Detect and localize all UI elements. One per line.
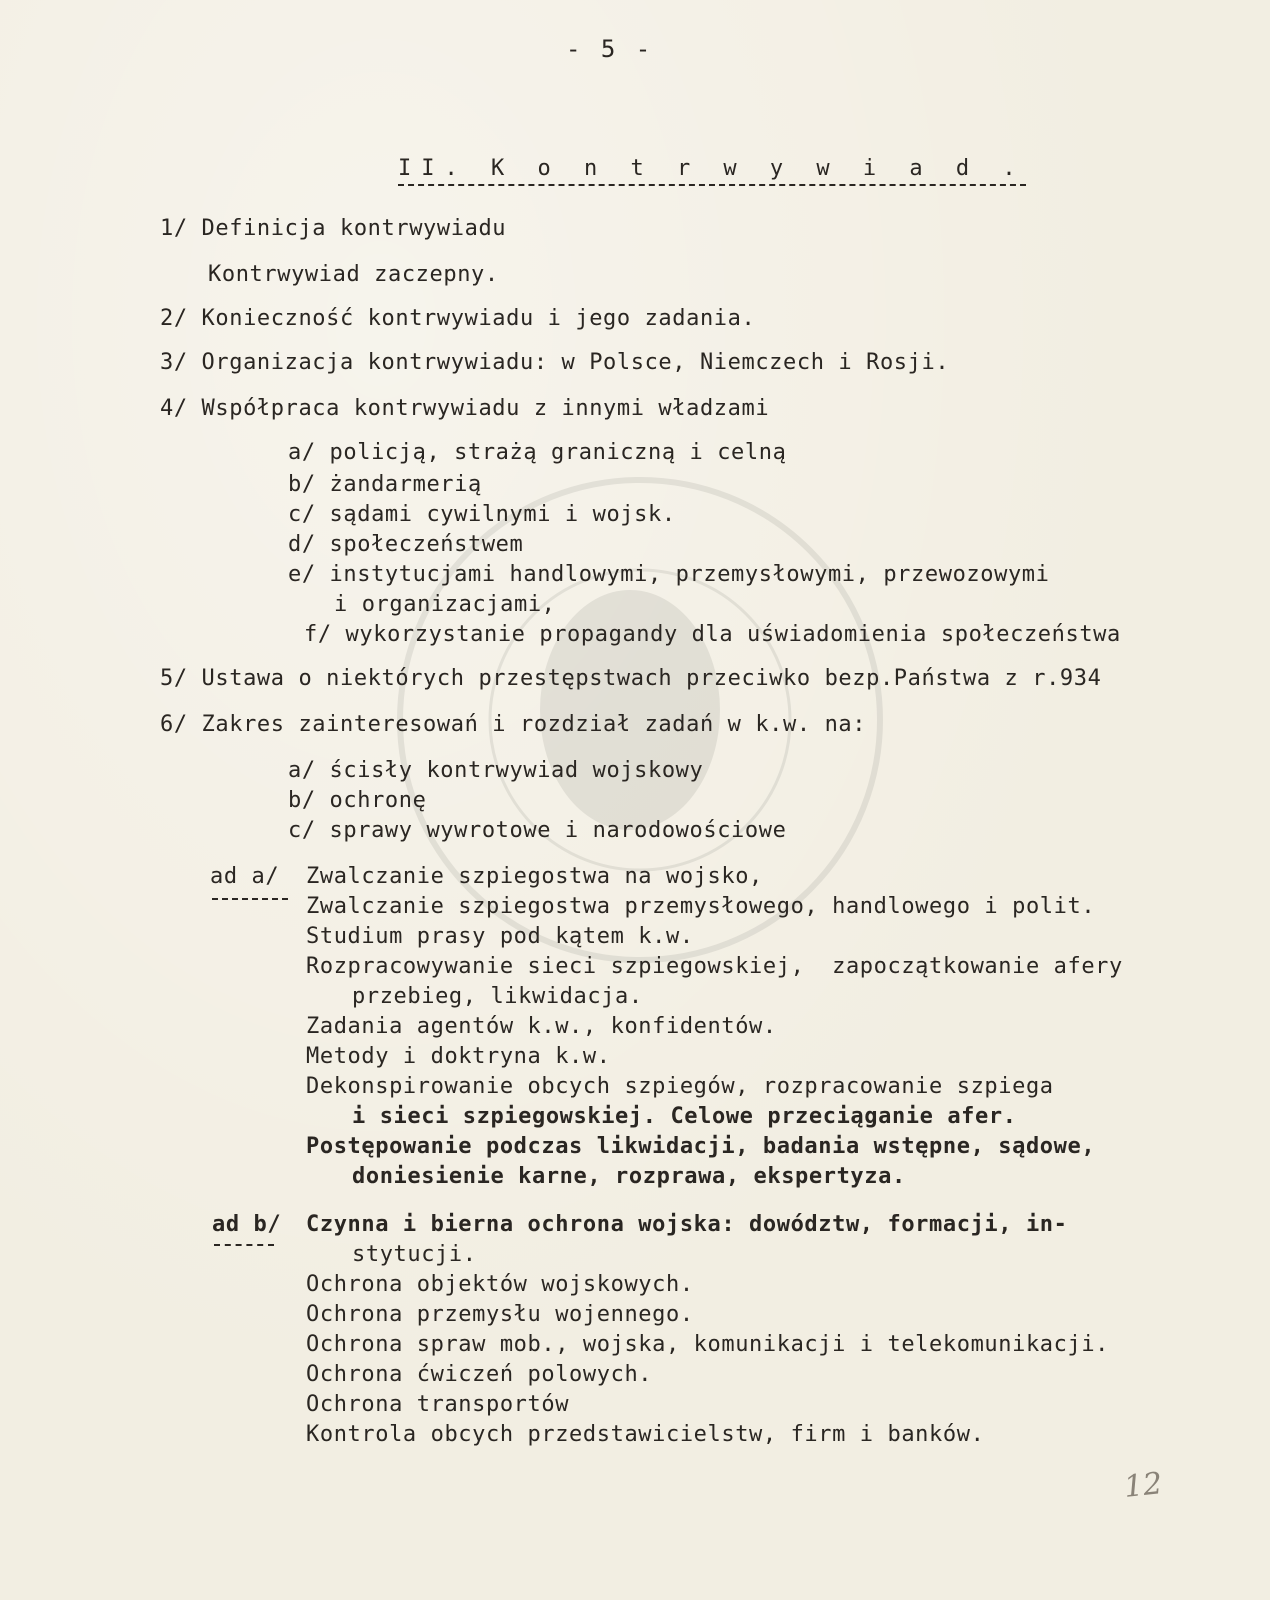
- ad-b-line: Ochrona transportów: [306, 1392, 570, 1417]
- ad-a-line: doniesienie karne, rozprawa, ekspertyza.: [352, 1164, 906, 1189]
- item-4e-cont: i organizacjami,: [334, 592, 556, 617]
- item-2: 2/ Konieczność kontrwywiadu i jego zadania.: [160, 306, 756, 331]
- ad-b-line: stytucji.: [352, 1242, 477, 1267]
- ad-a-label: ad a/: [210, 864, 280, 889]
- ad-b-line: Ochrona spraw mob., wojska, komunikacji i telekomunikacji.: [306, 1332, 1110, 1357]
- ad-a-line: Metody i doktryna k.w.: [306, 1044, 611, 1069]
- item-3: 3/ Organizacja kontrwywiadu: w Polsce, Niemczech i Rosji.: [160, 350, 950, 375]
- ad-b-line: Kontrola obcych przedstawicielstw, firm i banków.: [306, 1422, 985, 1447]
- ad-b-underline: [214, 1244, 274, 1246]
- item-6: 6/ Zakres zainteresowań i rozdział zadań w k.w. na:: [160, 712, 867, 737]
- item-5: 5/ Ustawa o niektórych przestępstwach przeciwko bezp.Państwa z r.934: [160, 666, 1102, 691]
- ad-a-line: Dekonspirowanie obcych szpiegów, rozpracowanie szpiega: [306, 1074, 1054, 1099]
- item-6b: b/ ochronę: [288, 788, 427, 813]
- item-6a: a/ ścisły kontrwywiad wojskowy: [288, 758, 704, 783]
- ad-a-line: i sieci szpiegowskiej. Celowe przeciąganie afer.: [352, 1104, 1017, 1129]
- item-4f: f/ wykorzystanie propagandy dla uświadomienia społeczeństwa: [304, 622, 1121, 647]
- ad-a-line: Zadania agentów k.w., konfidentów.: [306, 1014, 777, 1039]
- ad-a-line: przebieg, likwidacja.: [352, 984, 643, 1009]
- ad-b-line: Ochrona przemysłu wojennego.: [306, 1302, 694, 1327]
- ad-a-underline: [212, 898, 288, 900]
- item-6c: c/ sprawy wywrotowe i narodowościowe: [288, 818, 787, 843]
- section-heading: II. K o n t r w y w i a d .: [398, 156, 1026, 186]
- ad-a-line: Zwalczanie szpiegostwa przemysłowego, handlowego i polit.: [306, 894, 1096, 919]
- ad-a-line: Postępowanie podczas likwidacji, badania wstępne, sądowe,: [306, 1134, 1096, 1159]
- page-number: - 5 -: [566, 35, 654, 63]
- item-4e: e/ instytucjami handlowymi, przemysłowymi, przewozowymi: [288, 562, 1050, 587]
- ad-b-label: ad b/: [212, 1212, 282, 1237]
- ad-a-line: Rozpracowywanie sieci szpiegowskiej, zapoczątkowanie afery: [306, 954, 1123, 979]
- handwritten-page-note: 12: [1122, 1466, 1164, 1505]
- ad-b-line: Ochrona ćwiczeń polowych.: [306, 1362, 653, 1387]
- ad-b-line: Ochrona objektów wojskowych.: [306, 1272, 694, 1297]
- ad-a-line: Zwalczanie szpiegostwa na wojsko,: [306, 864, 763, 889]
- ad-b-line: Czynna i bierna ochrona wojska: dowództw, formacji, in-: [306, 1212, 1068, 1237]
- item-4b: b/ żandarmerią: [288, 472, 482, 497]
- item-4c: c/ sądami cywilnymi i wojsk.: [288, 502, 676, 527]
- item-4: 4/ Współpraca kontrwywiadu z innymi władzami: [160, 396, 770, 421]
- ad-a-line: Studium prasy pod kątem k.w.: [306, 924, 694, 949]
- item-4a: a/ policją, strażą graniczną i celną: [288, 440, 787, 465]
- item-1: 1/ Definicja kontrwywiadu: [160, 216, 507, 241]
- item-1-sub: Kontrwywiad zaczepny.: [208, 262, 499, 287]
- item-4d: d/ społeczeństwem: [288, 532, 524, 557]
